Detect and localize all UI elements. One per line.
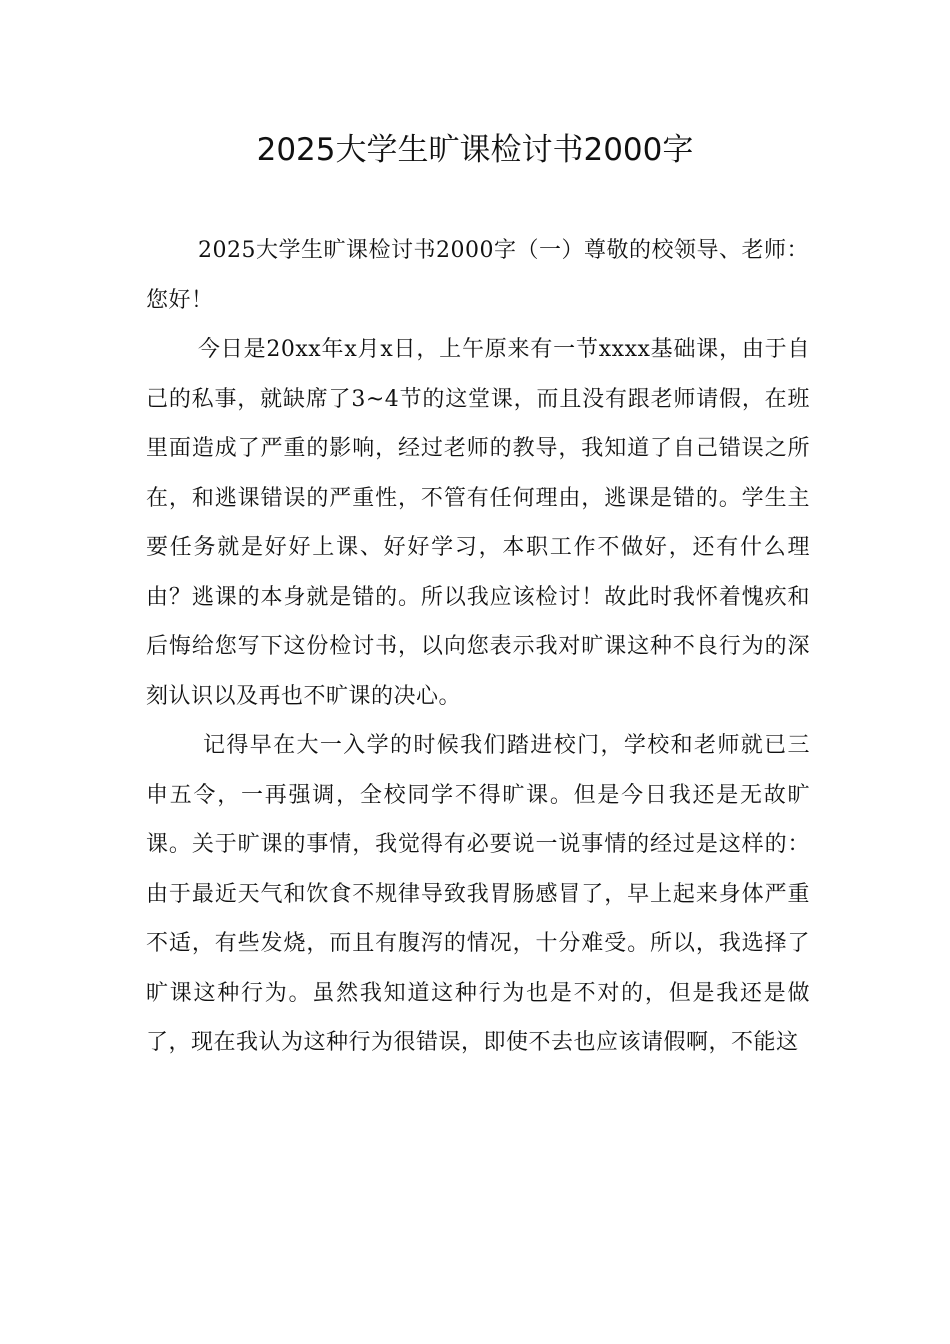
paragraph-incident: 今日是20xx年x月x日，上午原来有一节xxxx基础课，由于自己的私事，就缺席了3~4节的这堂课，而且没有跟老师请假，在班里面造成了严重的影响，经过老师的教导，我知道了自己错误之所在，和逃课错误的严重性，不管有任何理由，逃课是错的。学生主要任务就是好好上课、好好学习，本职工作不做好，还有什么理由？逃课的本身就是错的。所以我应该检讨！故此时我怀着愧疚和后悔给您写下这份检讨书，以向您表示我对旷课这种不良行为的深刻认识以及再也不旷课的决心。 <box>146 337 810 709</box>
paragraph-greeting: 您好！ <box>146 287 214 313</box>
document-body <box>146 226 810 1068</box>
document-title: 2025大学生旷课检讨书2000字 <box>256 132 694 168</box>
paragraph-opening: 2025大学生旷课检讨书2000字（一）尊敬的校领导、老师： <box>198 238 809 263</box>
paragraph-reason: 记得早在大一入学的时候我们踏进校门，学校和老师就已三申五令，一再强调，全校同学不得旷课。但是今日我还是无故旷课。关于旷课的事情，我觉得有必要说一说事情的经过是这样的：由于最近天气和饮食不规律导致我胃肠感冒了，早上起来身体严重不适，有些发烧，而且有腹泻的情况，十分难受。所以，我选择了旷课这种行为。虽然我知道这种行为也是不对的，但是我还是做了，现在我认为这种行为很错误，即使不去也应该请假啊，不能这 <box>146 733 810 1055</box>
